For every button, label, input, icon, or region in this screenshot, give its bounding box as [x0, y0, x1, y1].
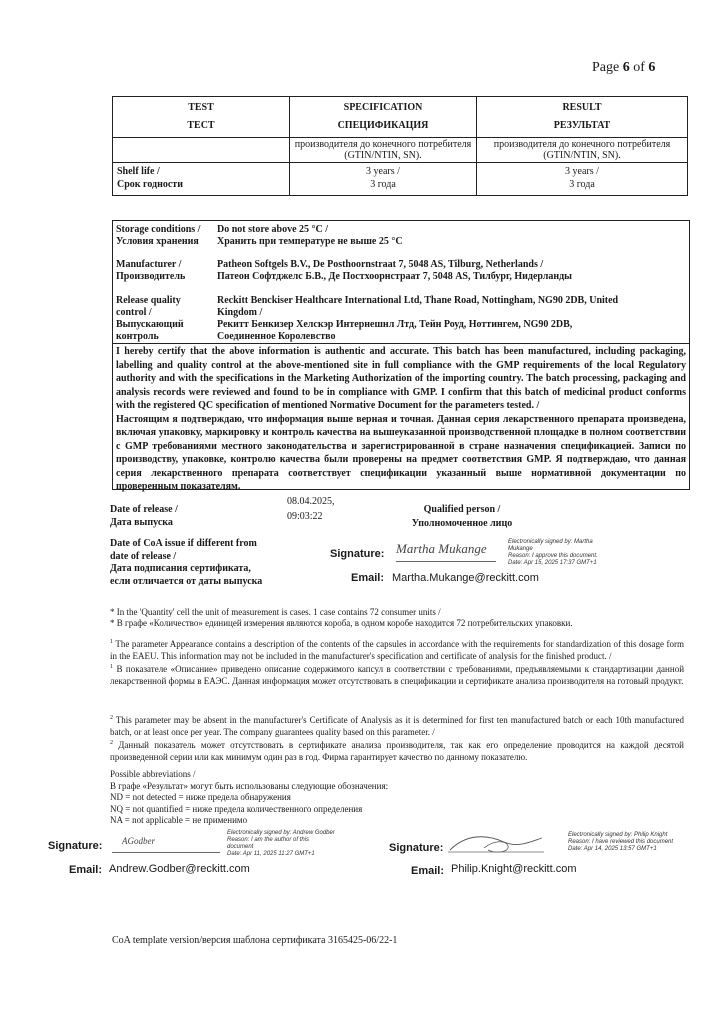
table-row-shelf-life	[113, 163, 688, 196]
table-row	[113, 138, 688, 163]
quantity-note: * In the 'Quantity' cell the unit of measurement is cases. 1 case contains 72 consumer units / * В графе «Количество» единицей измерения являются короба, в одном коробе находится 72 потребительских упаковки.	[110, 607, 573, 628]
release-control-label: Release quality control / Выпускающий контроль	[116, 295, 184, 342]
template-version-footer: CoA template version/версия шаблона сертификата 3165425-06/22-1	[112, 935, 398, 946]
email-andrew: Andrew.Godber@reckitt.com	[109, 863, 250, 875]
footnote-2-en: $^2$ This parameter may be absent in the manufacturer's Certificate of Analysis as it is determined for first ten manufactured batch or each 10th manufactured batch, or at least once per year. The company guarantees quality based on this parameter. /	[110, 715, 684, 737]
qualified-person-label: Qualified person / Уполномоченное лицо	[411, 504, 513, 529]
footnote-2	[110, 713, 684, 763]
signature-label-left: Signature:	[48, 840, 103, 852]
storage-value: Do not store above 25 °C / Хранить при температуре не выше 25 °С	[217, 224, 403, 247]
email-philip: Philip.Knight@reckitt.com	[451, 863, 577, 875]
table-header-row	[113, 97, 688, 138]
signature-philip-knight-icon	[446, 828, 546, 856]
esign-stamp-philip: Electronically signed by: Philip Knight Reason: I have reviewed this document Date: Apr 14, 2025 13:57 GMT+1	[568, 832, 674, 852]
release-control-value: Reckitt Benckiser Healthcare International Ltd, Thane Road, Nottingham, NG90 2DB, United Kingdom / Рекитт Бенкизер Хелскэр Интернешнл Лтд, Тейн Роуд, Ноттингем, NG90 2DB, Соединенное Королевство	[217, 295, 619, 342]
manufacturer-label: Manufacturer / Производитель	[116, 259, 186, 282]
esign-stamp-andrew: Electronically signed by: Andrew Godber Reason: I am the author of this document Date: Apr 11, 2025 11:27 GMT+1	[227, 830, 335, 857]
footnote-2-ru: $^2$ Данный показатель может отсутствовать в сертификате анализа производителя, так как его определение проводится на каждой десятой произведенной серии или как минимум один раз в год. Фирма гарантирует качество по данному показателю.	[110, 740, 685, 762]
certification-en: I hereby certify that the above information is authentic and accurate. This batch has been manufactured, including packaging, labelling and quality control at the above-mentioned site in full compliance with the GMP requirements of the local Regulatory authority and with the specifications in the Marketing Authorization of the importing country. The batch processing, packaging and analysis records were reviewed and found to be in compliance with GMP. I confirm that this batch of medicinal product conforms with the registered QC specification of mentioned Normative Document for the parameters tested. /	[116, 346, 686, 411]
signature-line-left	[112, 852, 220, 853]
product-info-block	[112, 220, 690, 490]
storage-label: Storage conditions / Условия хранения	[116, 224, 201, 247]
header-test: TEST ТЕСТ	[113, 97, 290, 138]
footnote-1-ru: $^1$ В показателе «Описание» приведено описание содержимого капсул в соответствии с требованиями, предъявляемыми к стандартизации данной лекарственной формы в ЕАЭС. Данная информация может отсутствовать в спецификации и сертификате анализа производителя на готовый продукт.	[110, 664, 685, 686]
signature-martha-mukange: Martha Mukange	[396, 541, 487, 556]
cell-result-continued: производителя до конечного потребителя (GTIN/NTIN, SN).	[477, 138, 688, 163]
certification-ru: Настоящим я подтверждаю, что информация выше верная и точная. Данная серия лекарственного препарата произведена, включая упаковку, маркировку и контроль качества на вышеуказанной производственной площадке в полном соответствии с GMP требованиями местного законодательства и зарегистрированной в стране назначения спецификацией. Записи по производству, упаковке, контролю качества были проверены на предмет соответствия GMP. Я подтверждаю, что данная серия лекарственного препарата соответствует спецификации указанный выше нормативной документации по проверенным показателям.	[116, 413, 686, 492]
date-of-release-label: Date of release / Дата выпуска	[110, 504, 178, 528]
footnote-1	[110, 637, 684, 687]
email-label-right: Email:	[411, 865, 445, 877]
cell-shelf-result: 3 years / 3 года	[477, 163, 688, 196]
signature-label-qp: Signature:	[330, 548, 385, 560]
cell-spec-continued: производителя до конечного потребителя (GTIN/NTIN, SN).	[290, 138, 477, 163]
footnote-1-en: $^1$ The parameter Appearance contains a description of the contents of the capsules in accordance with the requirements for standardization of this dosage form in the EAEU. This information may not be included in the manufacturer's specification and certificate of analysis for the finished product. /	[110, 639, 684, 661]
cell-shelf-spec: 3 years / 3 года	[290, 163, 477, 196]
signature-andrew-godber: AGodber	[122, 836, 155, 846]
esign-stamp-martha: Electronically signed by: Martha Mukange Reason: I approve this document. Date: Apr 15, 2025 17:37 GMT+1	[508, 539, 598, 566]
email-label-qp: Email:	[351, 572, 385, 584]
page-number: Page 6 of 6	[592, 60, 656, 75]
header-specification: SPECIFICATION СПЕЦИФИКАЦИЯ	[290, 97, 477, 138]
test-table	[112, 96, 688, 196]
abbreviations: Possible abbreviations / В графе «Результат» могут быть использованы следующие обозначения: ND = not detected = ниже предела обнаружения NQ = not quantified = ниже предела количественного определения NA = not applicable = не применимо	[110, 769, 389, 825]
signature-label-right: Signature:	[389, 842, 444, 854]
cell-shelf-label: Shelf life / Срок годности	[113, 163, 290, 196]
coa-issue-date-label: Date of CoA issue if different from date of release / Дата подписания сертификата, если отличается от даты выпуска	[110, 538, 263, 587]
header-result: RESULT РЕЗУЛЬТАТ	[477, 97, 688, 138]
signature-line	[396, 561, 496, 562]
email-martha: Martha.Mukange@reckitt.com	[392, 572, 539, 584]
certification-statement	[113, 343, 689, 495]
email-label-left: Email:	[69, 864, 103, 876]
date-of-release-value: 08.04.2025, 09:03:22	[287, 496, 335, 522]
manufacturer-value: Patheon Softgels B.V., De Posthoornstraat 7, 5048 AS, Tilburg, Netherlands / Патеон Софтджелс Б.В., Де Постхоорнстраат 7, 5048 AS, Тилбург, Нидерланды	[217, 259, 572, 282]
